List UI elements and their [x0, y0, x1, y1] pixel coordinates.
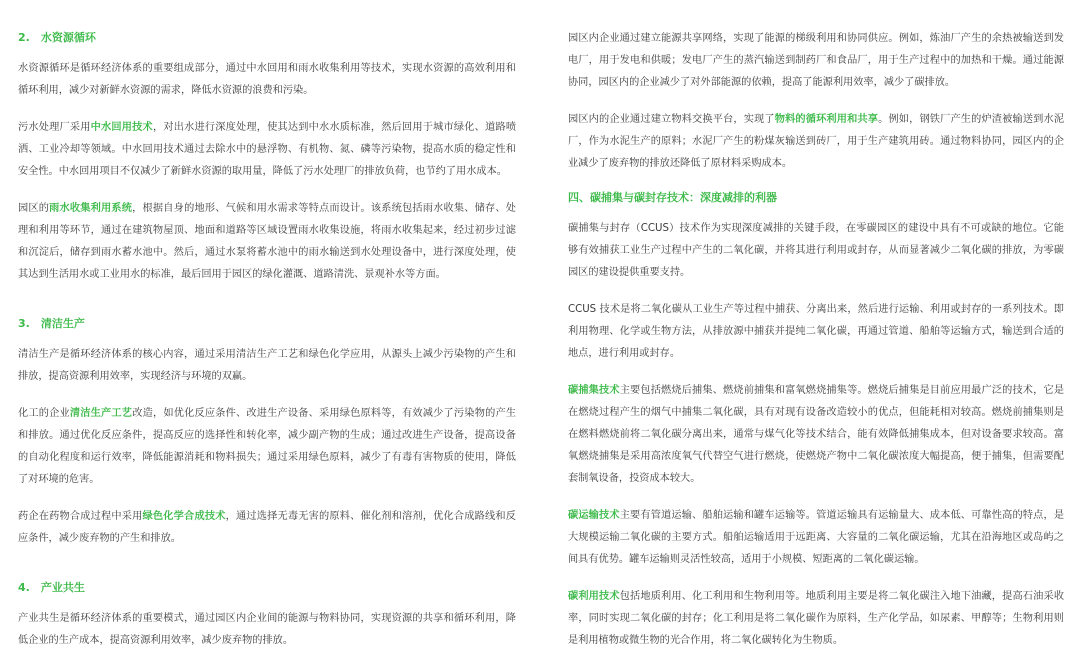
paragraph [18, 608, 516, 652]
highlighted-term: 物料的循环利用和共享 [774, 114, 879, 125]
paragraph-text: 园区内企业通过建立能源共享网络，实现了能源的梯级利用和协同供应。例如，炼油厂产生的余热被输送到发电厂，用于发电和供暖；发电厂产生的蒸汽输送到制药厂和食品厂，用于生产过程中的加热和干燥。通过能源协同，园区内的企业减少了对外部能源的依赖，提高了能源利用效率，减少了碳排放。 [568, 33, 1064, 88]
paragraph [568, 586, 1064, 652]
highlighted-term: 中水回用技术 [90, 122, 153, 133]
paragraph-text: 园区内的企业通过建立物料交换平台，实现了 [568, 114, 775, 125]
paragraph [18, 58, 516, 102]
right-column [568, 0, 1064, 667]
paragraph-text: 。例如，钢铁厂产生的炉渣被输送到水泥厂，作为水泥生产的原料；水泥厂产生的粉煤灰输送到砖厂，用于生产建筑用砖。通过物料协同，园区内的企业减少了废弃物的排放还降低了原材料采购成本。 [568, 114, 1065, 169]
paragraph-text: ，通过选择无毒无害的原料、催化剂和溶剂，优化合成路线和反应条件，减少废弃物的产生和排放。 [18, 511, 516, 544]
paragraph [568, 28, 1064, 94]
section-heading: 四、碳捕集与碳封存技术：深度减排的利器 [568, 191, 777, 204]
paragraph-text: 碳捕集与封存（CCUS）技术作为实现深度减排的关键手段，在零碳园区的建设中具有不可或缺的地位。它能够有效捕获工业生产过程中产生的二氧化碳，并将其进行利用或封存，从而显著减少二氧化碳的排放，为零碳园区的建设提供重要支持。 [568, 223, 1064, 278]
paragraph [568, 218, 1064, 284]
paragraph-text: ，对出水进行深度处理，使其达到中水水质标准，然后回用于城市绿化、道路喷洒、工业冷却等领域。中水回用技术通过去除水中的悬浮物、有机物、氮、磷等污染物，提高水质的稳定性和安全性。中水回用项目不仅减少了新鲜水资源的取用量，降低了污水处理厂的排放负荷，也节约了用水成本。 [18, 122, 517, 177]
paragraph-text: CCUS 技术是将二氧化碳从工业生产等过程中捕获、分离出来，然后进行运输、利用或封存的一系列技术。即利用物理、化学或生物方法，从排放源中捕获并提纯二氧化碳，再通过管道、船舶等运输方式，输送到合适的地点，进行利用或封存。 [568, 304, 1064, 359]
highlighted-term: 雨水收集利用系统 [49, 203, 133, 214]
paragraph [18, 198, 516, 286]
paragraph [18, 344, 516, 388]
highlighted-term: 碳捕集技术 [568, 385, 620, 396]
left-column [18, 0, 516, 667]
paragraph [568, 299, 1064, 365]
paragraph-text: 污水处理厂采用 [18, 122, 91, 133]
paragraph-text: 改造，如优化反应条件、改进生产设备、采用绿色原料等，有效减少了污染物的产生和排放。通过优化反应条件，提高反应的选择性和转化率，减少副产物的生成；通过改进生产设备，提高设备的自动化程度和运行效率，降低能源消耗和物料损失；通过采用绿色原料，减少了有毒有害物质的使用，降低了对环境的危害。 [18, 408, 517, 485]
paragraph-text: 主要有管道运输、船舶运输和罐车运输等。管道运输具有运输量大、成本低、可靠性高的特点，是大规模运输二氧化碳的主要方式。船舶运输适用于远距离、大容量的二氧化碳运输，尤其在沿海地区或岛屿之间具有优势。罐车运输则灵活性较高，适用于小规模、短距离的二氧化碳运输。 [568, 510, 1065, 565]
highlighted-term: 碳利用技术 [568, 591, 620, 602]
paragraph-text: 产业共生是循环经济体系的重要模式，通过园区内企业间的能源与物料协同，实现资源的共享和循环利用，降低企业的生产成本，提高资源利用效率，减少废弃物的排放。 [18, 613, 516, 646]
section-heading: 4. 产业共生 [18, 581, 85, 594]
highlighted-term: 绿色化学合成技术 [142, 511, 226, 522]
highlighted-term: 碳运输技术 [568, 510, 620, 521]
section-heading: 2. 水资源循环 [18, 31, 96, 44]
paragraph [568, 380, 1064, 490]
paragraph [568, 109, 1064, 175]
paragraph [18, 403, 516, 491]
paragraph [568, 505, 1064, 571]
paragraph [18, 117, 516, 183]
paragraph-text: 主要包括燃烧后捕集、燃烧前捕集和富氧燃烧捕集等。燃烧后捕集是目前应用最广泛的技术，它是在燃烧过程产生的烟气中捕集二氧化碳，具有对现有设备改造较小的优点，但能耗相对较高。燃烧前捕集则是在燃料燃烧前将二氧化碳分离出来，通常与煤气化等技术结合，能有效降低捕集成本，但对设备要求较高。富氧燃烧捕集是采用高浓度氧气代替空气进行燃烧，使燃烧产物中二氧化碳浓度大幅提高，便于捕集，但需要配套制氧设备，投资成本较大。 [568, 385, 1065, 484]
paragraph-text: 包括地质利用、化工利用和生物利用等。地质利用主要是将二氧化碳注入地下油藏，提高石油采收率，同时实现二氧化碳的封存；化工利用是将二氧化碳作为原料，生产化学品，如尿素、甲醇等；生物利用则是利用植物或微生物的光合作用，将二氧化碳转化为生物质。 [568, 591, 1065, 646]
paragraph [18, 506, 516, 550]
paragraph-text: ，根据自身的地形、气候和用水需求等特点而设计。该系统包括雨水收集、储存、处理和利用等环节，通过在建筑物屋顶、地面和道路等区域设置雨水收集设施，将雨水收集起来，经过初步过滤和沉淀后，储存到雨水蓄水池中。然后，通过水泵将蓄水池中的雨水输送到水处理设备中，进行深度处理，使其达到生活用水或工业用水的标准，最后回用于园区的绿化灌溉、道路清洗、景观补水等方面。 [18, 203, 516, 280]
highlighted-term: 清洁生产工艺 [69, 408, 133, 419]
paragraph-text: 园区的 [18, 203, 50, 214]
paragraph-text: 药企在药物合成过程中采用 [18, 511, 143, 522]
paragraph-text: 水资源循环是循环经济体系的重要组成部分，通过中水回用和雨水收集利用等技术，实现水资源的高效利用和循环利用，减少对新鲜水资源的需求，降低水资源的浪费和污染。 [18, 63, 516, 96]
paragraph-text: 清洁生产是循环经济体系的核心内容，通过采用清洁生产工艺和绿色化学应用，从源头上减少污染物的产生和排放，提高资源利用效率，实现经济与环境的双赢。 [18, 349, 516, 382]
section-heading: 3. 清洁生产 [18, 317, 85, 330]
paragraph-text: 化工的企业 [18, 408, 70, 419]
